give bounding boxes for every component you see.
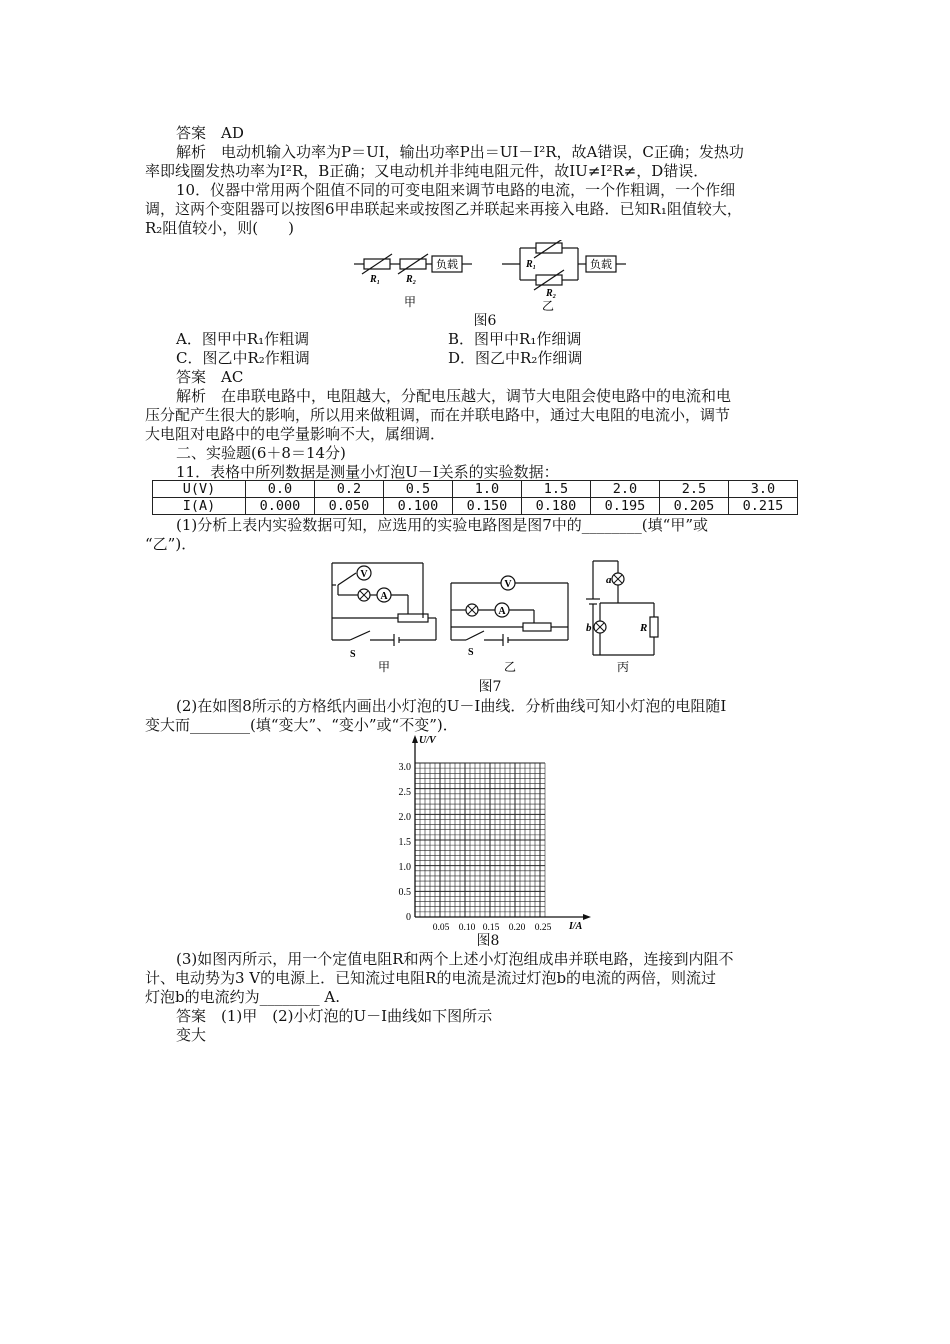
y-tick-label: 2.0 xyxy=(398,812,411,823)
figure-7 xyxy=(318,555,663,680)
figure-6-caption: 图6 xyxy=(473,313,497,329)
table-cell: 0.5 xyxy=(384,481,453,498)
fig6-label-yi: 乙 xyxy=(541,299,555,312)
fig7-s-yi: S xyxy=(468,647,474,658)
analysis-10-line1: 解析 在串联电路中，电阻越大，分配电压越大，调节大电阻会使电路中的电流和电 xyxy=(176,387,732,405)
fig6-r1-parallel: R₁ xyxy=(526,259,537,270)
fig6-r1-series: R₁ xyxy=(370,274,381,285)
table-cell: 3.0 xyxy=(729,481,798,498)
figure-6 xyxy=(350,240,630,312)
question-11-part1-line1: (1)分析上表内实验数据可知，应选用的实验电路图是图7中的________(填“甲”或 xyxy=(176,516,708,534)
question-10-line2: 调，这两个变阻器可以按图6甲串联起来或按图乙并联起来再接入电路．已知R₁阻值较大， xyxy=(145,200,742,218)
question-10-line3: R₂阻值较小，则( ) xyxy=(145,219,295,237)
y-tick-label: 2.5 xyxy=(398,787,411,798)
question-11-intro: 11．表格中所列数据是测量小灯泡U－I关系的实验数据： xyxy=(176,463,559,481)
figure-8-caption: 图8 xyxy=(476,933,500,949)
table-cell: 0.195 xyxy=(591,498,660,515)
y-axis-label: U/V xyxy=(419,735,436,746)
fig7-a-jia: A xyxy=(380,591,388,602)
fig7-label-jia: 甲 xyxy=(377,660,391,674)
x-axis-label: I/A xyxy=(569,921,583,932)
table-row xyxy=(153,498,798,515)
analysis-9-line1: 解析 电动机输入功率为P＝UI，输出功率P出＝UI－I²R，故A错误，C正确；发热功 xyxy=(176,143,744,161)
fig7-lamp-a-label: a xyxy=(606,574,612,586)
fig6-label-jia: 甲 xyxy=(403,295,417,309)
figure-8-grid xyxy=(385,733,595,933)
analysis-10-line2: 压分配产生很大的影响，所以用来做粗调，而在并联电路中，通过大电阻的电流小，调节 xyxy=(145,406,731,424)
fig6-load-series: 负载 xyxy=(436,259,458,271)
table-cell: 1.5 xyxy=(522,481,591,498)
x-tick-label: 0.05 xyxy=(432,923,450,933)
question-11-part2-line2: 变大而________(填“变大”、“变小”或“不变”)． xyxy=(145,716,458,734)
question-11-part1-line2: “乙”)． xyxy=(145,535,197,553)
table-cell: U(V) xyxy=(153,481,246,498)
y-tick-label: 0.5 xyxy=(398,887,411,898)
table-cell: 0.205 xyxy=(660,498,729,515)
table-cell: 0.2 xyxy=(315,481,384,498)
fig7-label-bing: 丙 xyxy=(616,660,630,674)
question-11-part3-line3: 灯泡b的电流约为________ A. xyxy=(145,988,340,1006)
option-c: C．图乙中R₂作粗调 xyxy=(176,349,310,367)
y-axis-arrow-icon xyxy=(412,735,418,743)
y-tick-label: 0 xyxy=(406,912,411,923)
table-cell: 0.215 xyxy=(729,498,798,515)
option-a: A．图甲中R₁作粗调 xyxy=(176,330,310,348)
option-d: D．图乙中R₂作细调 xyxy=(448,349,583,367)
x-tick-label: 0.25 xyxy=(534,923,552,933)
fig7-a-yi: A xyxy=(498,606,506,617)
x-axis-arrow-icon xyxy=(583,914,591,920)
section-heading: 二、实验题(6＋8＝14分) xyxy=(176,444,346,462)
fig6-r2-parallel: R₂ xyxy=(546,288,557,299)
x-tick-label: 0.20 xyxy=(508,923,526,933)
fig7-v-jia: V xyxy=(360,569,368,580)
table-cell: 1.0 xyxy=(453,481,522,498)
y-tick-label: 3.0 xyxy=(398,762,411,773)
fig7-r-label: R xyxy=(640,622,648,634)
fig7-s-jia: S xyxy=(350,649,356,660)
table-cell: 0.100 xyxy=(384,498,453,515)
fig7-lamp-b-label: b xyxy=(586,622,592,634)
figure-7-caption: 图7 xyxy=(478,679,502,695)
fig6-r2-series: R₂ xyxy=(406,274,417,285)
fig7-label-yi: 乙 xyxy=(503,660,517,674)
table-cell: 0.180 xyxy=(522,498,591,515)
table-cell: 0.150 xyxy=(453,498,522,515)
analysis-9-line2: 率即线圈发热功率为I²R，B正确；又电动机并非纯电阻元件，故IU≠I²R≠，D错误． xyxy=(145,162,709,180)
table-cell: 2.0 xyxy=(591,481,660,498)
table-cell: 2.5 xyxy=(660,481,729,498)
x-tick-label: 0.15 xyxy=(482,923,500,933)
fig6-load-parallel: 负载 xyxy=(590,259,612,271)
answer-9: 答案 AD xyxy=(176,124,244,142)
question-11-part2-line1: (2)在如图8所示的方格纸内画出小灯泡的U－I曲线．分析曲线可知小灯泡的电阻随I xyxy=(176,697,727,715)
answer-11-line2: 变大 xyxy=(176,1026,207,1044)
y-tick-label: 1.0 xyxy=(398,862,411,873)
data-table xyxy=(152,480,798,515)
answer-10: 答案 AC xyxy=(176,368,244,386)
option-b: B．图甲中R₁作细调 xyxy=(448,330,582,348)
fig7-v-yi: V xyxy=(504,579,512,590)
x-tick-label: 0.10 xyxy=(458,923,476,933)
question-11-part3-line1: (3)如图丙所示，用一个定值电阻R和两个上述小灯泡组成串并联电路，连接到内阻不 xyxy=(176,950,734,968)
table-cell: 0.050 xyxy=(315,498,384,515)
question-10-line1: 10．仪器中常用两个阻值不同的可变电阻来调节电路的电流，一个作粗调，一个作细 xyxy=(176,181,736,199)
table-cell: 0.0 xyxy=(246,481,315,498)
table-row xyxy=(153,481,798,498)
answer-11-line1: 答案 (1)甲 (2)小灯泡的U－I曲线如下图所示 xyxy=(176,1007,493,1025)
question-11-part3-line2: 计、电动势为3 V的电源上．已知流过电阻R的电流是流过灯泡b的电流的两倍，则流过 xyxy=(145,969,717,987)
table-cell: 0.000 xyxy=(246,498,315,515)
y-tick-label: 1.5 xyxy=(398,837,411,848)
table-cell: I(A) xyxy=(153,498,246,515)
analysis-10-line3: 大电阻对电路中的电学量影响不大，属细调． xyxy=(145,425,446,443)
